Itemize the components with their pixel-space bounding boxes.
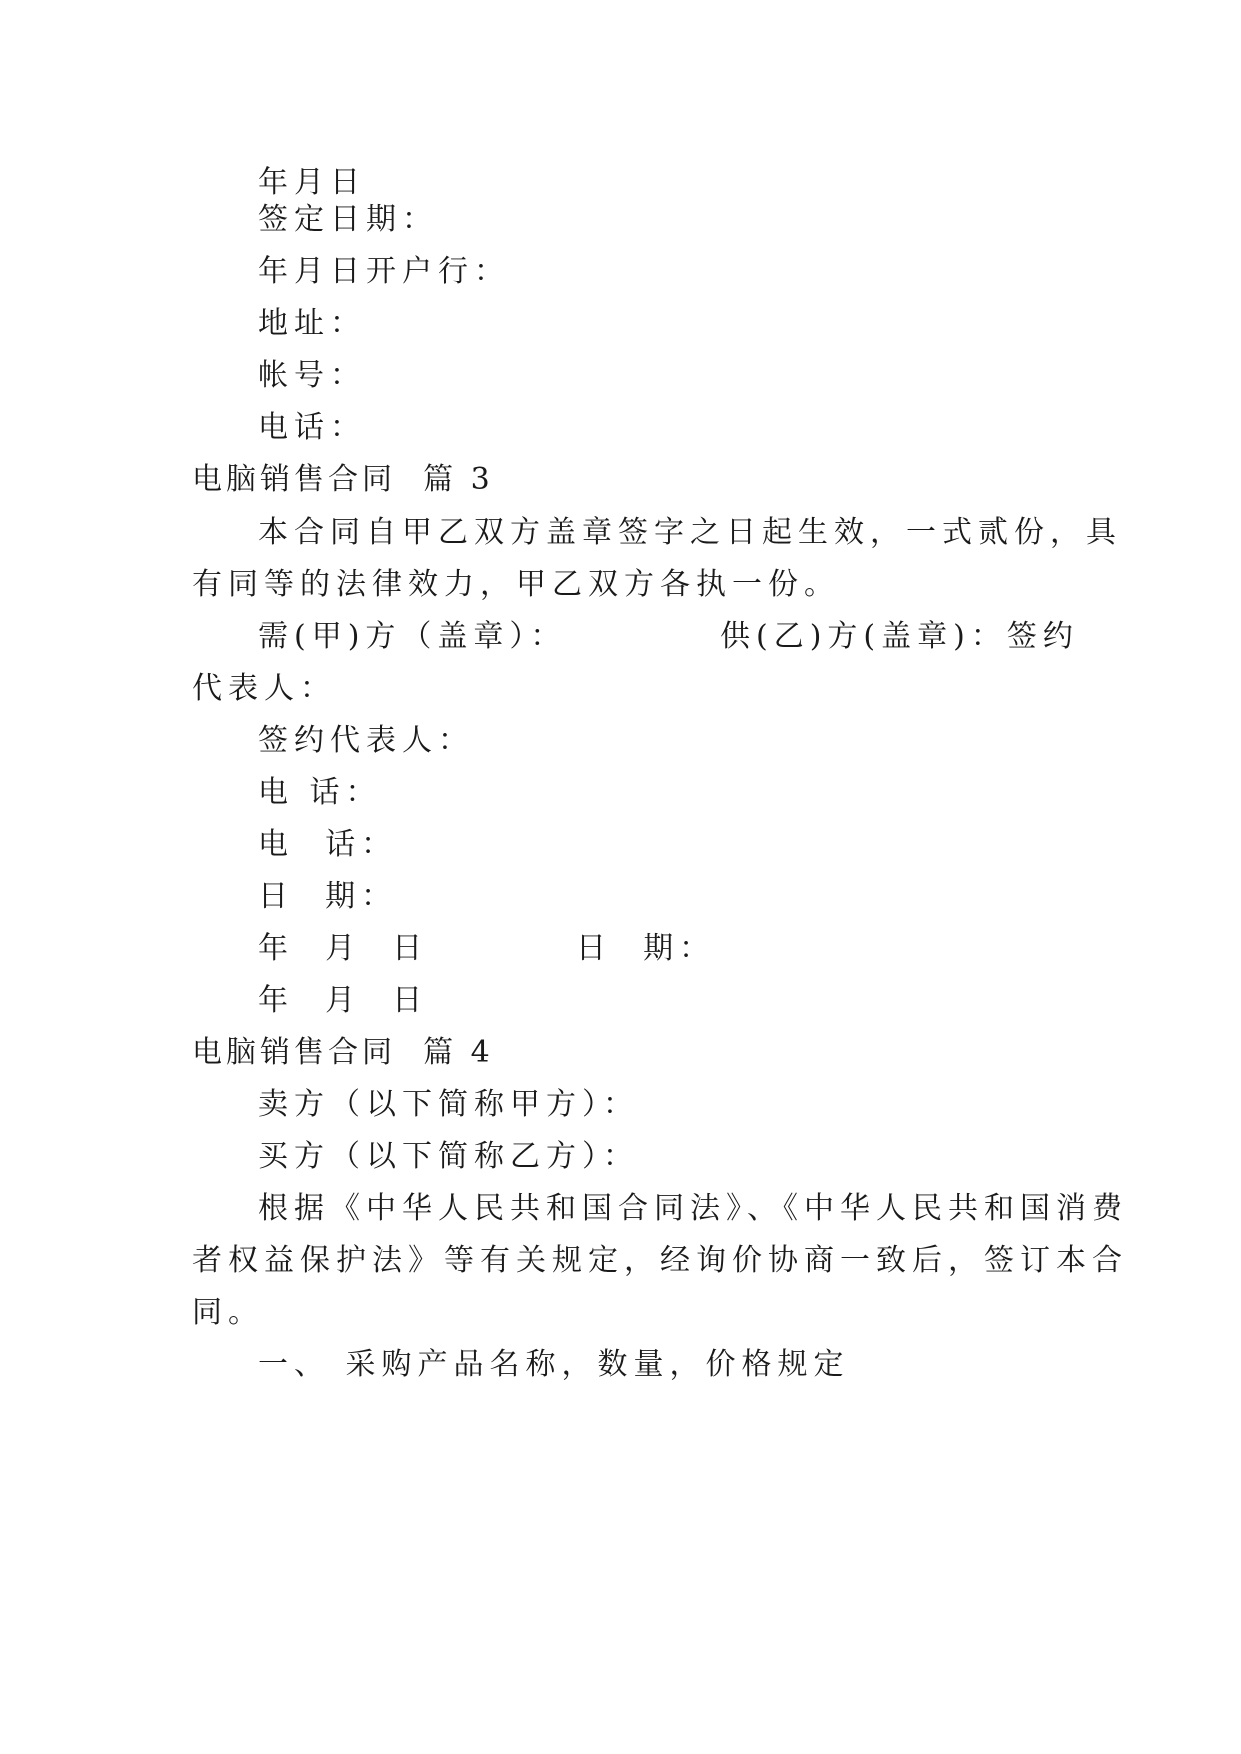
representative-continuation: 代表人： xyxy=(192,671,336,706)
ymd-line-2: 年 月 日 xyxy=(258,983,429,1018)
account-label: 帐号： xyxy=(258,358,366,393)
phone-label: 电话： xyxy=(258,410,366,445)
phone-label-2: 电 话： xyxy=(258,827,398,862)
legal-basis-line-2: 者权益保护法》等有关规定，经询价协商一致后，签订本合 xyxy=(192,1243,1128,1278)
buyer-label: 买方（以下简称乙方）： xyxy=(258,1139,639,1174)
bank-line: 年月日开户行： xyxy=(258,254,510,289)
address-label: 地址： xyxy=(258,306,366,341)
date-label-2: 日 期： xyxy=(576,931,716,966)
legal-basis-line-3: 同。 xyxy=(192,1295,264,1330)
section-heading-4: 电脑销售合同 篇 4 xyxy=(192,1035,494,1070)
date-label-1: 日 期： xyxy=(258,879,398,914)
date-row xyxy=(0,921,1241,977)
paragraph-effective-line-2: 有同等的法律效力，甲乙双方各执一份。 xyxy=(192,567,840,602)
ymd-line-1: 年 月 日 xyxy=(258,931,429,966)
legal-basis-line-1: 根据《中华人民共和国合同法》、《中华人民共和国消费 xyxy=(258,1191,1128,1226)
party-stamp-row xyxy=(0,609,1241,665)
date-line: 年月日 xyxy=(258,165,366,200)
buyer-stamp-label: 需(甲)方（盖章）： xyxy=(258,619,567,654)
paragraph-effective-line-1: 本合同自甲乙双方盖章签字之日起生效，一式贰份，具 xyxy=(258,515,1122,550)
section-one-heading: 一、 采购产品名称，数量，价格规定 xyxy=(258,1347,850,1382)
signing-date-label: 签定日期： xyxy=(258,202,438,237)
seller-stamp-label: 供(乙)方(盖章)：签约 xyxy=(720,619,1079,654)
seller-label: 卖方（以下简称甲方）： xyxy=(258,1087,639,1122)
representative-label: 签约代表人： xyxy=(258,723,474,758)
phone-label-1: 电 话： xyxy=(258,775,382,810)
section-heading-3: 电脑销售合同 篇 3 xyxy=(192,462,494,497)
